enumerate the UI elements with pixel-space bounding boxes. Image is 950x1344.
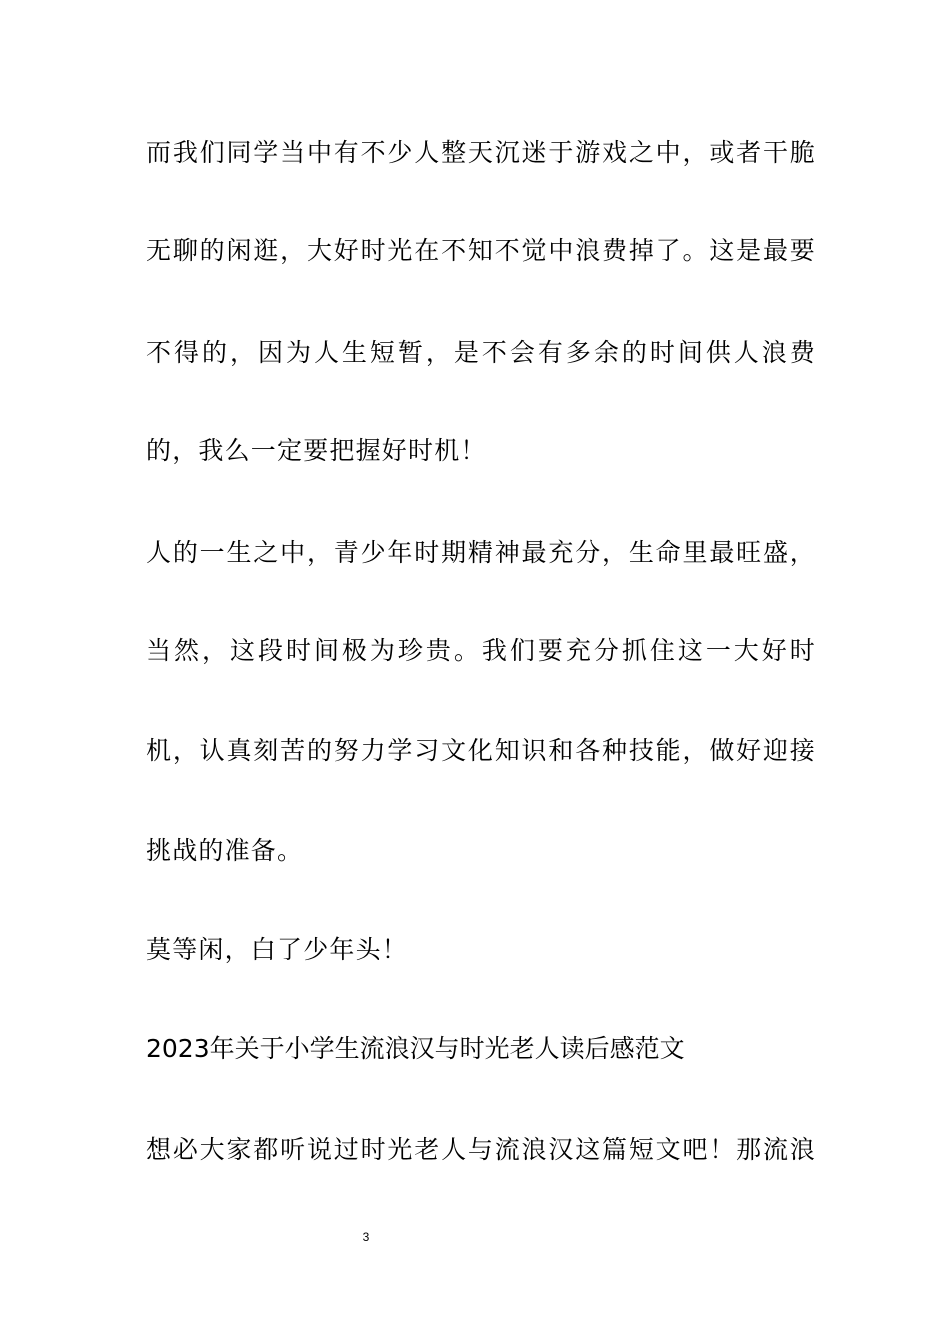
section-title: 2023年关于小学生流浪汉与时光老人读后感范文 <box>146 1034 685 1063</box>
body-text-line-3: 不得的，因为人生短暂，是不会有多余的时间供人浪费 <box>146 338 816 367</box>
body-text-line-10: 想必大家都听说过时光老人与流浪汉这篇短文吧！那流浪 <box>146 1135 816 1164</box>
body-text-line-4: 的，我么一定要把握好时机！ <box>146 436 487 465</box>
body-text-line-2: 无聊的闲逛，大好时光在不知不觉中浪费掉了。这是最要 <box>146 236 816 265</box>
body-text-line-8: 挑战的准备。 <box>146 836 304 865</box>
body-text-line-6: 当然，这段时间极为珍贵。我们要充分抓住这一大好时 <box>146 636 816 665</box>
body-text-line-5: 人的一生之中，青少年时期精神最充分，生命里最旺盛， <box>146 538 816 567</box>
body-text-line-7: 机，认真刻苦的努力学习文化知识和各种技能，做好迎接 <box>146 736 816 765</box>
body-text-line-1: 而我们同学当中有不少人整天沉迷于游戏之中，或者干脆 <box>146 138 816 167</box>
page-number: 3 <box>362 1230 370 1244</box>
body-text-line-9: 莫等闲，白了少年头！ <box>146 935 409 964</box>
